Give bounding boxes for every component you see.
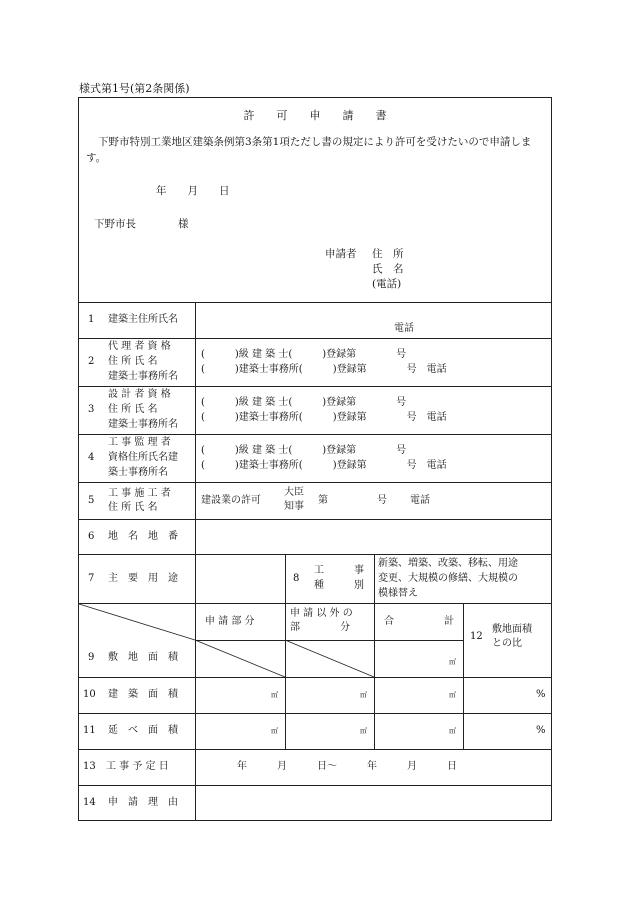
- row3-label3: 建築士事務所名: [108, 419, 178, 430]
- row2-num: 2: [88, 356, 95, 367]
- form-title: 許 可 申 請 書: [243, 109, 387, 122]
- row10-pct: %: [536, 689, 546, 700]
- row8-label2: 種 別: [314, 580, 364, 591]
- row5-phone: 電話: [410, 495, 430, 506]
- intro-text: 下野市特別工業地区建築条例第3条第1項ただし書の規定により許可を受けたいので申請します。: [86, 136, 532, 164]
- row10-num: 10: [83, 689, 96, 700]
- row14-label: 申 請 理 由: [108, 797, 178, 808]
- row4-label2: 資格住所氏名建: [108, 452, 178, 463]
- row8-text2: 変更、大規模の修繕、大規模の: [378, 573, 518, 584]
- row11-unit-other: ㎡: [360, 727, 367, 735]
- row13-num: 13: [83, 761, 96, 772]
- header-other2: 部 分: [290, 622, 350, 633]
- row13-dates: 年 月 日～ 年 月 日: [237, 761, 457, 772]
- header-total1: 合: [384, 616, 394, 627]
- header-ratio2: との比: [492, 638, 522, 649]
- applicant-label: 申請者: [325, 248, 357, 260]
- row7-label: 主 要 用 途: [108, 573, 178, 584]
- row10-unit-total: ㎡: [449, 691, 456, 699]
- applicant-address: 住 所: [372, 248, 404, 260]
- row6-label: 地 名 地 番: [108, 531, 178, 542]
- row5-dai: 第: [318, 495, 328, 506]
- row5-num: 5: [88, 495, 95, 506]
- row11-pct: %: [536, 725, 546, 736]
- row14-num: 14: [83, 797, 96, 808]
- row5-label2: 住 所 氏 名: [108, 502, 158, 513]
- row5-go: 号: [377, 495, 387, 506]
- row3-num: 3: [88, 404, 95, 415]
- row5-chiji: 知事: [284, 501, 304, 512]
- row2-label3: 建築士事務所名: [108, 371, 178, 382]
- header-ratio-num: 12: [470, 631, 483, 642]
- row10-label: 建 築 面 積: [108, 689, 178, 700]
- row8-text3: 模様替え: [378, 588, 418, 599]
- header-applied: 申 請 部 分: [205, 616, 255, 627]
- row5-label1: 工 事 施 工 者: [108, 488, 171, 499]
- form-number: 様式第1号(第2条関係): [79, 82, 190, 95]
- row4-line2: ( )建築士事務所( )登録第 号 電話: [201, 460, 447, 471]
- date-line: 年 月 日: [156, 185, 230, 197]
- row11-unit-applied: ㎡: [271, 727, 278, 735]
- row6-num: 6: [88, 531, 95, 542]
- row3-line2: ( )建築士事務所( )登録第 号 電話: [201, 412, 447, 423]
- row1-phone: 電話: [394, 323, 414, 334]
- row3-line1: ( )級 建 築 士( )登録第 号: [201, 397, 407, 408]
- row7-num: 7: [88, 573, 95, 584]
- row11-label: 延 べ 面 積: [108, 725, 178, 736]
- header-ratio1: 敷地面積: [492, 624, 532, 635]
- row2-line2: ( )建築士事務所( )登録第 号 電話: [201, 364, 447, 375]
- applicant-phone: (電話): [372, 278, 402, 290]
- row2-label2: 住 所 氏 名: [108, 356, 158, 367]
- row5-daijin: 大臣: [284, 487, 304, 498]
- row4-num: 4: [88, 452, 95, 463]
- row2-line1: ( )級 建 築 士( )登録第 号: [201, 349, 407, 360]
- row10-unit-applied: ㎡: [271, 691, 278, 699]
- row2-label1: 代 理 者 資 格: [108, 341, 171, 352]
- row13-label: 工 事 予 定 日: [106, 761, 169, 772]
- row4-label1: 工 事 監 理 者: [108, 437, 171, 448]
- addressee: 下野市長 様: [94, 218, 189, 230]
- row8-label1: 工 事: [314, 565, 364, 576]
- row3-label1: 設 計 者 資 格: [108, 389, 171, 400]
- row8-num: 8: [293, 573, 300, 584]
- row5-permit: 建設業の許可: [201, 495, 261, 506]
- row9-label: 敷 地 面 積: [108, 652, 178, 663]
- row4-label3: 築士事務所名: [108, 467, 168, 478]
- row3-label2: 住 所 氏 名: [108, 404, 158, 415]
- row1-label: 建築主住所氏名: [108, 314, 178, 325]
- applicant-name: 氏 名: [372, 263, 404, 275]
- row4-line1: ( )級 建 築 士( )登録第 号: [201, 445, 407, 456]
- row10-unit-other: ㎡: [360, 691, 367, 699]
- row9-num: 9: [88, 652, 95, 663]
- header-total2: 計: [444, 616, 454, 627]
- row1-num: 1: [88, 314, 95, 325]
- row11-unit-total: ㎡: [449, 727, 456, 735]
- row8-text1: 新築、増築、改築、移転、用途: [378, 558, 518, 569]
- row11-num: 11: [83, 725, 96, 736]
- row9-unit: ㎡: [449, 658, 456, 666]
- header-other1: 申 請 以 外 の: [290, 608, 353, 619]
